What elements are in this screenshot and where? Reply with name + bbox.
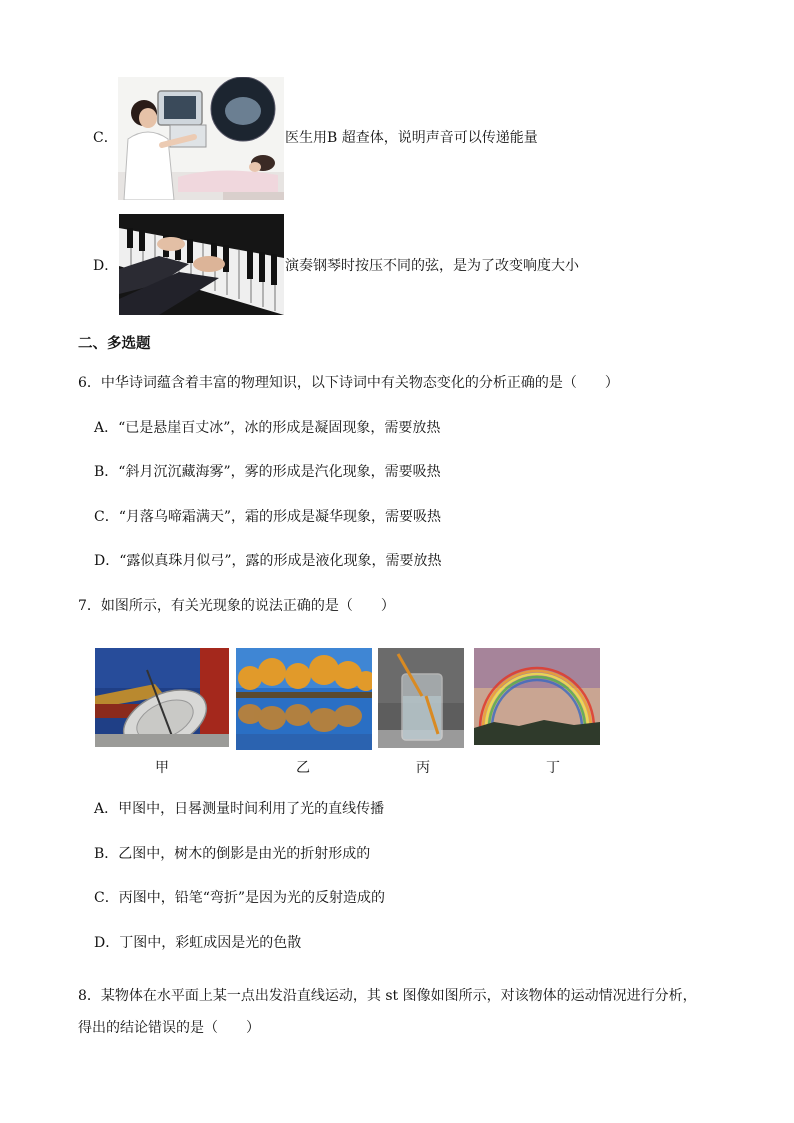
caption-ding: 丁: [546, 760, 560, 776]
q7-option-d: D．丁图中，彩虹成因是光的色散: [94, 935, 302, 951]
caption-yi: 乙: [296, 760, 310, 776]
q6-option-a: A．“已是悬崖百丈冰”，冰的形成是凝固现象，需要放热: [94, 420, 441, 436]
q5-option-d-label: D．: [93, 258, 119, 274]
q5-option-c-text: 医生用B 超查体，说明声音可以传递能量: [285, 130, 538, 146]
sundial-photo: [95, 648, 229, 747]
caption-bing: 丙: [416, 760, 430, 776]
q6-stem: 6．中华诗词蕴含着丰富的物理知识，以下诗词中有关物态变化的分析正确的是（ ）: [78, 375, 619, 391]
piano-photo: [119, 214, 284, 315]
q8-stem-line2: 得出的结论错误的是（ ）: [78, 1020, 260, 1036]
rainbow-photo: [474, 648, 600, 745]
q8-stem-line1: 8．某物体在水平面上某一点出发沿直线运动，其 st 图像如图所示，对该物体的运动情况进行分析，: [78, 988, 697, 1004]
section-title: 二、多选题: [78, 335, 151, 352]
q6-option-d: D．“露似真珠月似弓”，露的形成是液化现象，需要放热: [94, 553, 442, 569]
q5-option-d-text: 演奏钢琴时按压不同的弦，是为了改变响度大小: [285, 258, 579, 274]
pencil-in-water-photo: [378, 648, 464, 748]
q6-option-c: C．“月落乌啼霜满天”，霜的形成是凝华现象，需要吸热: [94, 509, 442, 525]
q7-option-c: C．丙图中，铅笔“弯折”是因为光的反射造成的: [94, 890, 386, 906]
q7-option-a: A．甲图中，日晷测量时间利用了光的直线传播: [94, 801, 385, 817]
ultrasound-photo: [118, 77, 284, 200]
q7-stem: 7．如图所示，有关光现象的说法正确的是（ ）: [78, 598, 395, 614]
q7-option-b: B．乙图中，树木的倒影是由光的折射形成的: [94, 846, 371, 862]
caption-jia: 甲: [155, 760, 169, 776]
q5-option-c-label: C．: [93, 130, 118, 146]
tree-reflection-photo: [236, 648, 372, 750]
q6-option-b: B．“斜月沉沉藏海雾”，雾的形成是汽化现象，需要吸热: [94, 464, 441, 480]
